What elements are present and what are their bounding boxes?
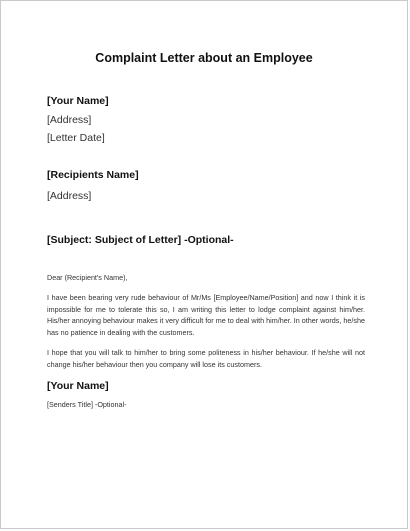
letter-title: Complaint Letter about an Employee	[95, 51, 313, 65]
letter-date: [Letter Date]	[47, 132, 105, 144]
sender-address: [Address]	[47, 114, 92, 126]
salutation: Dear (Recipient's Name),	[47, 273, 128, 282]
body-paragraph-2: I hope that you will talk to him/her to bring some politeness in his/her behaviour. If he/she will not change his/her behaviour then you company will lose its customers.	[47, 348, 365, 369]
subject-line: [Subject: Subject of Letter] -Optional-	[47, 234, 234, 246]
body-paragraph-1: I have been bearing very rude behaviour of Mr/Ms [Employee/Name/Position] and now I think it is impossible for me to tolerate this so, I am writing this letter to lodge complaint against him/her. His/her annoying behaviour makes it very difficult for me to deal with him/her. In other words, he/she has no patience in dealing with the customers.	[47, 293, 365, 337]
sender-name: [Your Name]	[47, 95, 109, 107]
closing-name: [Your Name]	[47, 380, 109, 392]
recipient-name: [Recipients Name]	[47, 169, 139, 181]
recipient-address: [Address]	[47, 190, 92, 202]
closing-title: [Senders Title] -Optional-	[47, 400, 127, 409]
